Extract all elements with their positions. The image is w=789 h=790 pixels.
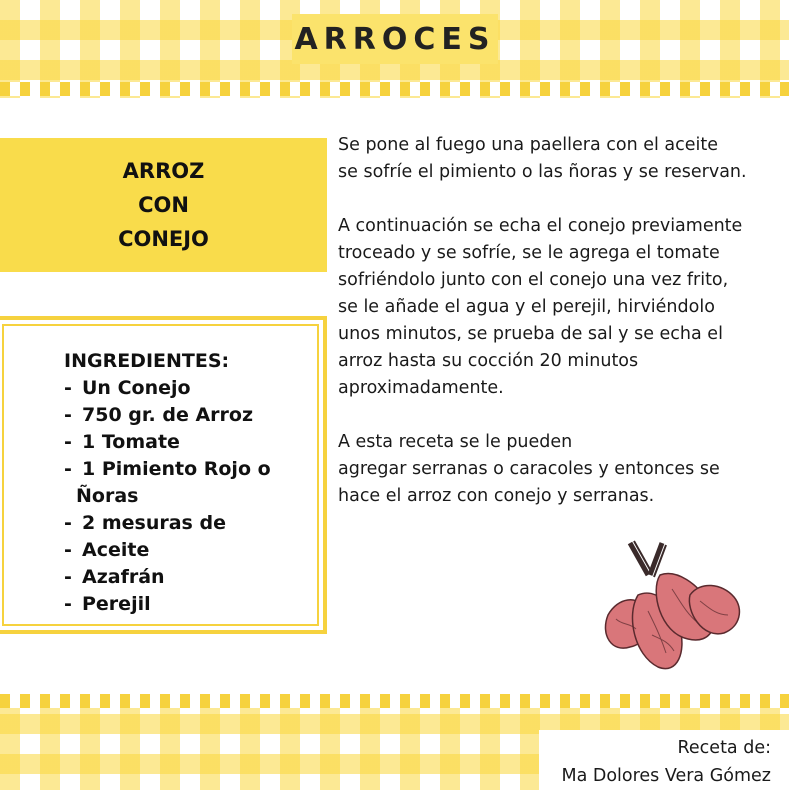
dish-name	[118, 154, 209, 256]
ingredients-list	[64, 348, 271, 618]
ingredient-item: - 1 Tomate	[64, 431, 180, 453]
credit-label: Receta de:	[677, 738, 771, 758]
credit-author: Ma Dolores Vera Gómez	[561, 766, 771, 786]
recipe-paragraph: A esta receta se le pueden agregar serranas o caracoles y entonces se hace el arroz con conejo y serranas.	[338, 432, 720, 506]
ingredient-item: - 1 Pimiento Rojo o	[64, 458, 271, 480]
ingredient-item: - Azafrán	[64, 566, 165, 588]
recipe-paragraph: A continuación se echa el conejo previamente troceado y se sofríe, se le agrega el tomate sofriéndolo junto con el conejo una vez frito, se le añade el agua y el perejil, hirviéndolo unos minutos, se prueba de sal y se echa el arroz hasta su cocción 20 minutos aproximadamente.	[338, 216, 743, 398]
title-box	[292, 14, 498, 64]
ingredients-heading: INGREDIENTES:	[64, 350, 230, 372]
ingredient-item: - Aceite	[64, 539, 150, 561]
page-title: ARROCES	[294, 21, 496, 57]
dish-name-box	[0, 138, 327, 272]
ingredient-item: - Un Conejo	[64, 377, 191, 399]
dish-name-line: CON	[138, 193, 189, 217]
top-border-strip	[0, 82, 789, 96]
ingredient-item-continuation: Ñoras	[76, 485, 139, 507]
dried-pepper-icon	[590, 535, 750, 685]
recipe-credit	[561, 734, 771, 790]
ingredient-item: - 750 gr. de Arroz	[64, 404, 254, 426]
ingredient-item: - Perejil	[64, 593, 151, 615]
ingredient-item: - 2 mesuras de	[64, 512, 226, 534]
bottom-border-strip	[0, 694, 789, 708]
dish-name-line: ARROZ	[122, 159, 205, 183]
dish-name-line: CONEJO	[118, 227, 209, 251]
recipe-instructions	[338, 132, 783, 537]
recipe-paragraph: Se pone al fuego una paellera con el aceite se sofríe el pimiento o las ñoras y se reservan.	[338, 135, 747, 182]
